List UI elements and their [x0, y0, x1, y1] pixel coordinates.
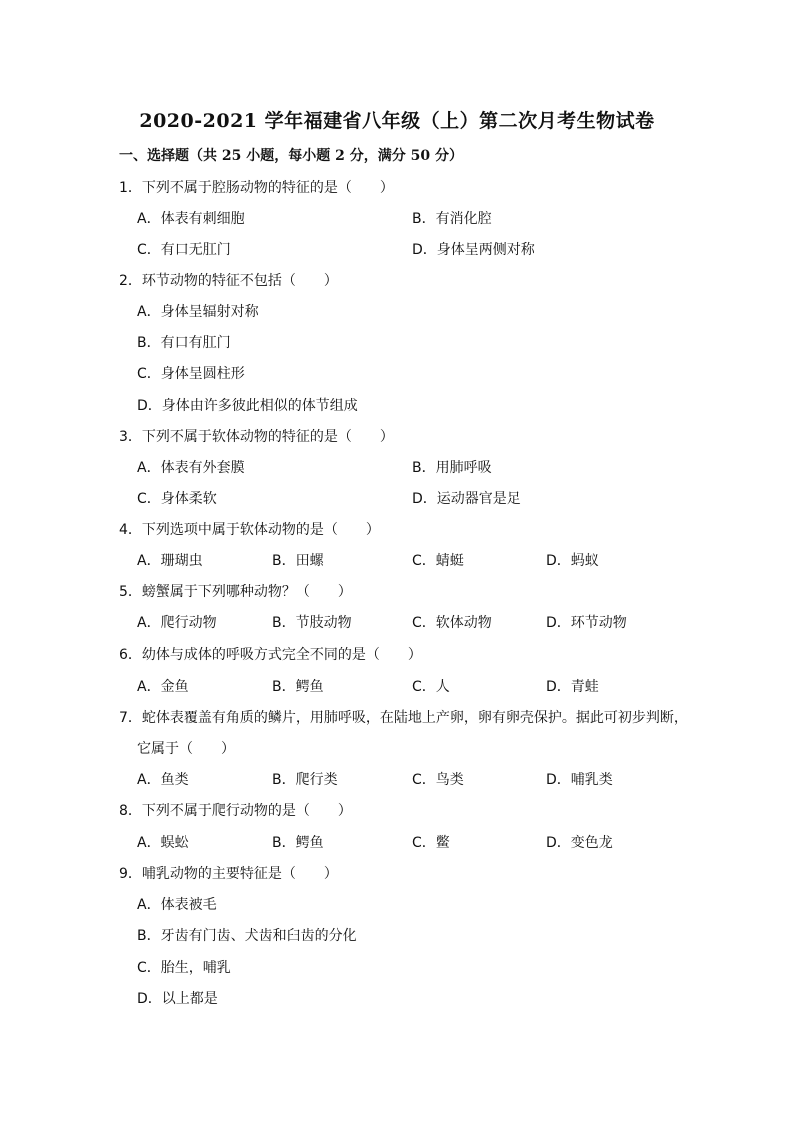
question-7-stem-continued: 它属于（ ） — [137, 741, 235, 757]
question-3-option-d: D．运动器官是足 — [412, 491, 521, 507]
question-7-option-a: A．鱼类 — [137, 772, 189, 788]
question-3-stem: 3．下列不属于软体动物的特征的是（ ） — [119, 429, 394, 445]
page-title: 2020-2021 学年福建省八年级（上）第二次月考生物试卷 — [139, 110, 655, 132]
question-1-option-c: C．有口无肛门 — [137, 242, 231, 258]
question-2-option-d: D．身体由许多彼此相似的体节组成 — [137, 398, 358, 414]
question-1-stem: 1．下列不属于腔肠动物的特征的是（ ） — [119, 180, 394, 196]
question-4-option-d: D．蚂蚁 — [546, 553, 599, 569]
question-7-option-b: B．爬行类 — [272, 772, 338, 788]
question-9-option-a: A．体表被毛 — [137, 897, 217, 913]
question-2-option-a: A．身体呈辐射对称 — [137, 304, 259, 320]
question-6-stem: 6．幼体与成体的呼吸方式完全不同的是（ ） — [119, 647, 422, 663]
question-5-option-a: A．爬行动物 — [137, 615, 217, 631]
question-1-option-a: A．体表有刺细胞 — [137, 211, 245, 227]
question-5-option-c: C．软体动物 — [412, 615, 492, 631]
question-5-option-b: B．节肢动物 — [272, 615, 352, 631]
question-4-stem: 4．下列选项中属于软体动物的是（ ） — [119, 522, 380, 538]
question-5-option-d: D．环节动物 — [546, 615, 627, 631]
question-5-stem: 5．螃蟹属于下列哪种动物？（ ） — [119, 584, 352, 600]
question-8-option-d: D．变色龙 — [546, 835, 613, 851]
question-4-option-b: B．田螺 — [272, 553, 324, 569]
question-6-option-a: A．金鱼 — [137, 679, 189, 695]
question-8-option-b: B．鳄鱼 — [272, 835, 324, 851]
question-9-option-d: D．以上都是 — [137, 991, 218, 1007]
question-3-option-b: B．用肺呼吸 — [412, 460, 492, 476]
question-8-option-c: C．鳖 — [412, 835, 450, 851]
question-1-option-b: B．有消化腔 — [412, 211, 492, 227]
section-heading: 一、选择题（共 25 小题，每小题 2 分，满分 50 分） — [119, 148, 463, 164]
question-8-option-a: A．蜈蚣 — [137, 835, 189, 851]
question-6-option-c: C．人 — [412, 679, 450, 695]
question-2-stem: 2．环节动物的特征不包括（ ） — [119, 273, 338, 289]
question-8-stem: 8．下列不属于爬行动物的是（ ） — [119, 803, 352, 819]
question-4-option-c: C．蜻蜓 — [412, 553, 464, 569]
question-9-option-c: C．胎生，哺乳 — [137, 960, 231, 976]
question-9-stem: 9．哺乳动物的主要特征是（ ） — [119, 866, 338, 882]
question-7-option-c: C．鸟类 — [412, 772, 464, 788]
question-6-option-d: D．青蛙 — [546, 679, 599, 695]
question-6-option-b: B．鳄鱼 — [272, 679, 324, 695]
question-9-option-b: B．牙齿有门齿、犬齿和臼齿的分化 — [137, 928, 357, 944]
question-2-option-c: C．身体呈圆柱形 — [137, 366, 245, 382]
question-7-stem: 7．蛇体表覆盖有角质的鳞片，用肺呼吸，在陆地上产卵，卵有卵壳保护。据此可初步判断， — [119, 710, 688, 726]
question-7-option-d: D．哺乳类 — [546, 772, 613, 788]
question-3-option-a: A．体表有外套膜 — [137, 460, 245, 476]
question-1-option-d: D．身体呈两侧对称 — [412, 242, 535, 258]
question-3-option-c: C．身体柔软 — [137, 491, 217, 507]
question-2-option-b: B．有口有肛门 — [137, 335, 231, 351]
question-4-option-a: A．珊瑚虫 — [137, 553, 203, 569]
